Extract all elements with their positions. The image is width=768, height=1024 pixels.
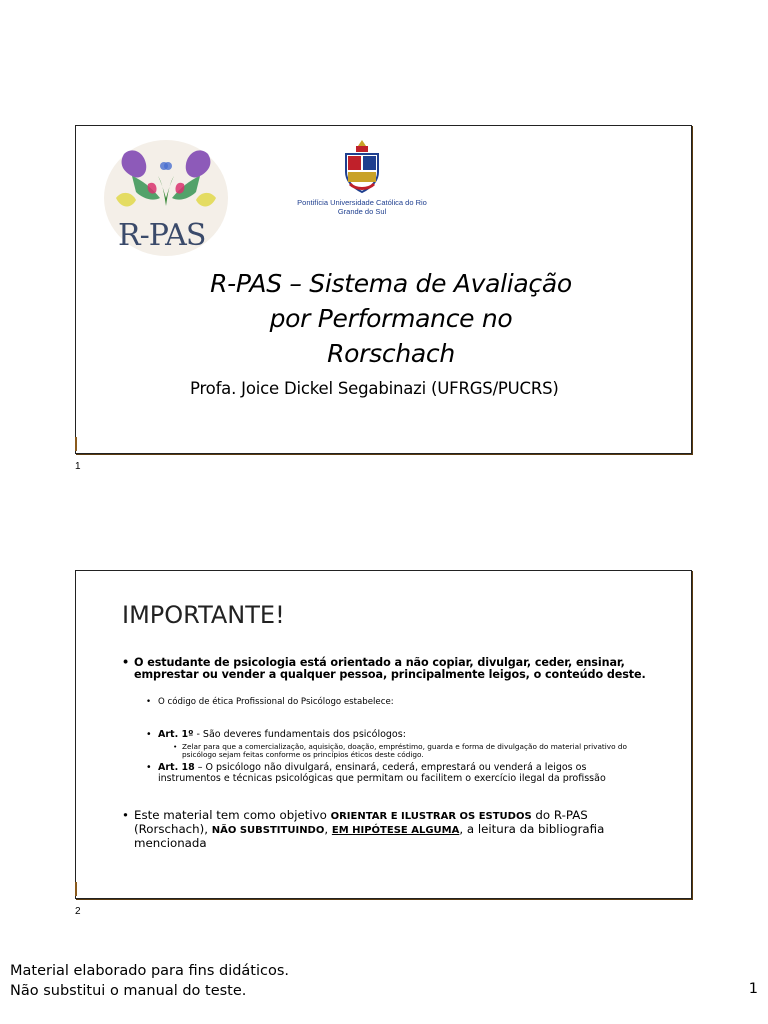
bullet-text: , (324, 822, 332, 836)
title-line: por Performance no (269, 304, 513, 333)
bullet-text: , a leitura da bibliografia mencionada (134, 822, 605, 850)
rpas-logo (102, 136, 230, 258)
bullet-text: – O psicólogo não divulgará, ensinará, cederá, emprestará ou venderá a leigos os instrumentos e técnicas psicológicas que permitam ou facilitem o exercício ilegal da profissão (158, 762, 606, 784)
bullet-icon: • (146, 762, 152, 773)
bullet-ethics-code (146, 697, 394, 707)
slide-accent (75, 437, 77, 451)
bullet-icon: • (173, 742, 178, 751)
crest-icon (342, 138, 382, 194)
slide-accent (75, 882, 77, 896)
bullet-text: O estudante de psicologia está orientado a não copiar, divulgar, ceder, ensinar, emprestar ou vender a qualquer pessoa, principalmente leigos, o conteúdo deste. (134, 656, 646, 681)
slide-heading: IMPORTANTE! (122, 601, 285, 629)
page-number: 1 (748, 981, 758, 997)
footer-line: Não substitui o manual do teste. (10, 983, 247, 999)
emphasis-text: EM HIPÓTESE ALGUMA (331, 825, 460, 836)
emphasis-text: NÃO SUBSTITUINDO (211, 825, 325, 836)
bullet-material-objective (122, 808, 634, 850)
bullet-text: - São deveres fundamentais dos psicólogos: (193, 729, 406, 740)
pucrs-name: Pontifícia Universidade Católica do Rio Grande do Sul (297, 198, 427, 216)
bullet-text: do R-PAS (Rorschach), (134, 808, 588, 836)
bullet-text: Este material tem como objetivo (134, 808, 331, 822)
footer-line: Material elaborado para fins didáticos. (10, 963, 290, 979)
emphasis-text: ORIENTAR E ILUSTRAR OS ESTUDOS (330, 811, 532, 822)
slide-2 (75, 570, 692, 899)
bullet-art-1-detail (173, 742, 652, 759)
bullet-student-orientation (122, 656, 654, 681)
bullet-icon: • (122, 656, 130, 669)
article-label: Art. 1º (158, 729, 194, 740)
bullet-icon: • (122, 808, 129, 822)
article-label: Art. 18 (158, 762, 195, 773)
bullet-art-18 (146, 762, 648, 784)
slide-title (166, 266, 616, 371)
slide-number: 2 (75, 906, 81, 917)
title-line: Rorschach (327, 339, 455, 368)
slide-1 (75, 125, 692, 454)
bullet-art-1 (146, 729, 406, 740)
page-footer (10, 961, 289, 1001)
bullet-icon: • (146, 729, 152, 740)
bullet-text: O código de ética Profissional do Psicólogo estabelece: (158, 697, 394, 707)
rpas-logo-text: R-PAS (118, 218, 206, 253)
pucrs-logo (294, 138, 430, 222)
bullet-icon: • (146, 697, 152, 707)
slide-subtitle: Profa. Joice Dickel Segabinazi (UFRGS/PUCRS) (190, 379, 559, 398)
title-line: R-PAS – Sistema de Avaliação (210, 269, 572, 298)
bullet-text: Zelar para que a comercialização, aquisição, doação, empréstimo, guarda e forma de divulgação do material privativo do psicólogo sejam feitas conforme os princípios éticos deste código. (182, 742, 628, 759)
slide-number: 1 (75, 461, 81, 472)
